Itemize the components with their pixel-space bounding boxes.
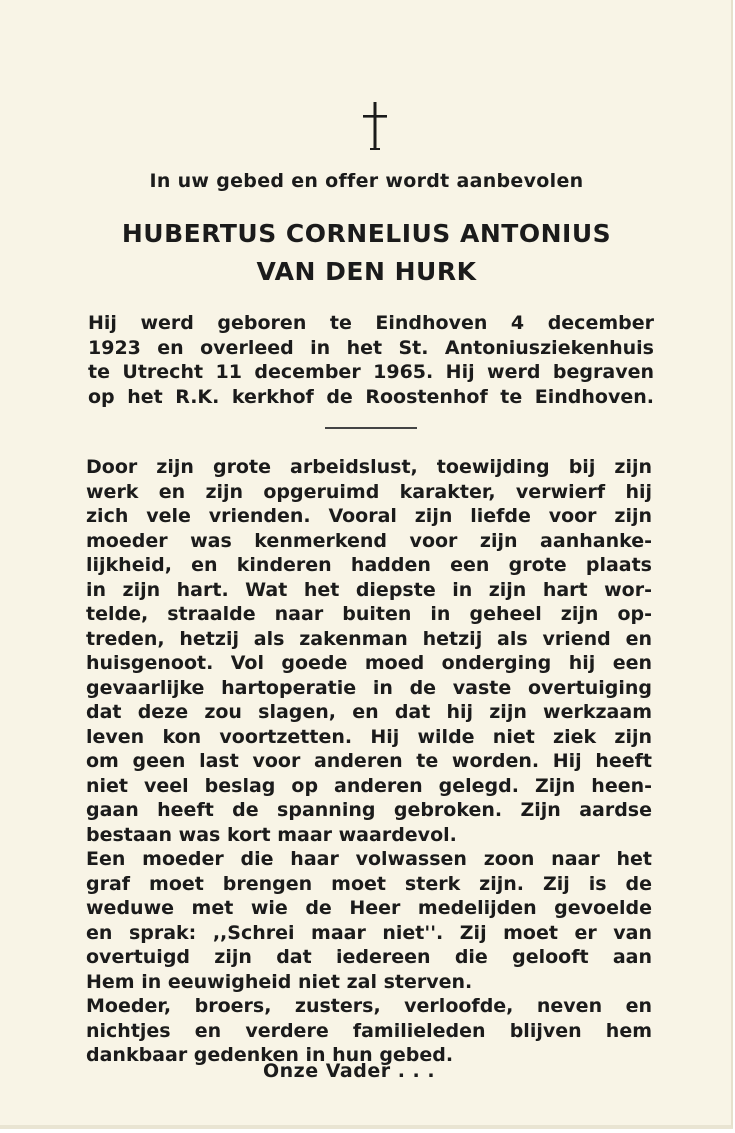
tribute-line: werk en zijn opgeruimd karakter, verwierf hij [86, 480, 652, 503]
recommendation-text: In uw gebed en offer wordt aanbevolen [149, 170, 584, 192]
tribute-line: moeder was kenmerkend voor zijn aanhanke- [86, 529, 652, 552]
tribute-line: en sprak: ,,Schrei maar niet''. Zij moet er van [86, 921, 652, 944]
tribute-line: in zijn hart. Wat het diepste in zijn hart wor- [86, 578, 652, 601]
tribute-line: Hem in eeuwigheid niet zal sterven. [86, 970, 473, 993]
closing-prayer: Onze Vader . . . [263, 1060, 436, 1082]
tribute-line: huisgenoot. Vol goede moed onderging hij een [86, 652, 652, 674]
tribute-line: graf moet brengen moet sterk zijn. Zij is de [86, 872, 652, 895]
biography-paragraph [88, 311, 654, 409]
tribute-line: Een moeder die haar volwassen zoon naar het [86, 848, 652, 870]
separator-rule [325, 427, 417, 429]
tribute-line: Moeder, broers, zusters, verloofde, neven en [86, 995, 652, 1017]
tribute-line: weduwe met wie de Heer medelijden gevoelde [86, 897, 652, 919]
tribute-line: nichtjes en verdere familieleden blijven hem [86, 1019, 652, 1042]
bio-line: Hij werd geboren te Eindhoven 4 december [88, 312, 654, 334]
tribute-line: lijkheid, en kinderen hadden een grote plaats [86, 554, 652, 576]
tribute-line: treden, hetzij als zakenman hetzij als vriend en [86, 627, 652, 650]
tribute-line: Door zijn grote arbeidslust, toewijding bij zijn [86, 456, 652, 478]
tribute-line: dat deze zou slagen, en dat hij zijn werkzaam [86, 701, 652, 723]
tribute-line: bestaan was kort maar waardevol. [86, 823, 457, 846]
tribute-line: gevaarlijke hartoperatie in de vaste overtuiging [86, 676, 652, 699]
tribute-line: leven kon voortzetten. Hij wilde niet ziek zijn [86, 725, 652, 748]
cross-icon [355, 100, 395, 152]
deceased-name-line-2: VAN DEN HURK [256, 257, 477, 286]
tribute-line: telde, straalde naar buiten in geheel zijn op- [86, 603, 652, 625]
bio-line: 1923 en overleed in het St. Antoniusziekenhuis [88, 336, 654, 359]
bio-line: op het R.K. kerkhof de Roostenhof te Eindhoven. [88, 385, 654, 408]
tribute-line: gaan heeft de spanning gebroken. Zijn aardse [86, 799, 652, 821]
tribute-line: om geen last voor anderen te worden. Hij heeft [86, 750, 652, 772]
tribute-line: dankbaar gedenken in hun gebed. [86, 1044, 454, 1066]
tribute-line: zich vele vrienden. Vooral zijn liefde voor zijn [86, 505, 652, 527]
bio-line: te Utrecht 11 december 1965. Hij werd begraven [88, 361, 654, 383]
deceased-name-line-1: HUBERTUS CORNELIUS ANTONIUS [121, 219, 612, 248]
tribute-line: overtuigd zijn dat iedereen die gelooft aan [86, 946, 652, 968]
tribute-paragraph [86, 455, 652, 1068]
tribute-line: niet veel beslag op anderen gelegd. Zijn heen- [86, 774, 652, 797]
